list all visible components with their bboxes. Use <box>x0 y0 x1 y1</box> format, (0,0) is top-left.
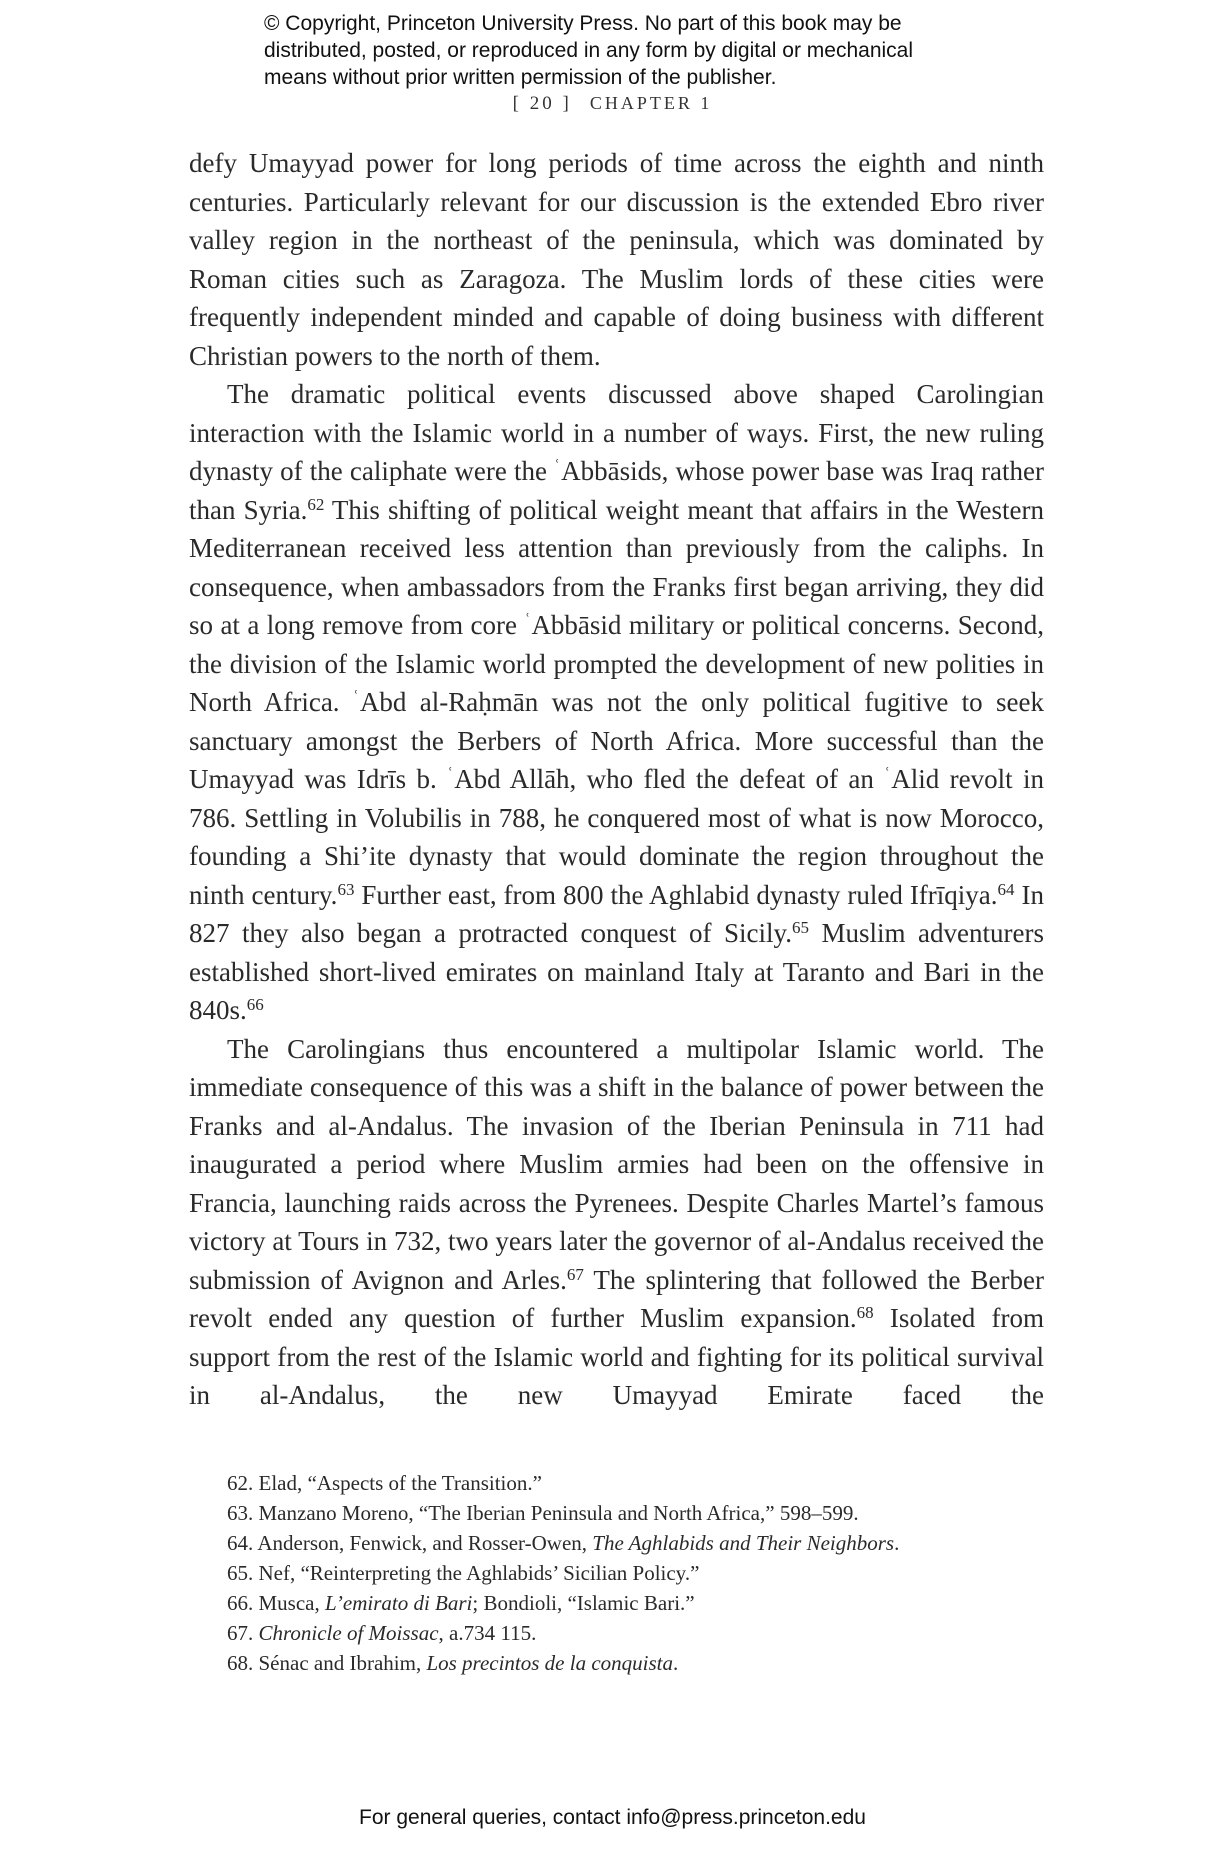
text-run: Isolated from support from the rest of the Islamic world and fighting for its political survival in al-Andalus, the new Umayyad Emirate faced the <box>189 1303 1045 1410</box>
footnote-65 <box>227 1558 1027 1588</box>
footnote-text: 65. Nef, “Reinterpreting the Aghlabids’ Sicilian Policy.” <box>227 1561 700 1585</box>
copyright-line: distributed, posted, or reproduced in any form by digital or mechanical <box>264 39 914 62</box>
text-run: Abd al-Raḥmān was not the only political fugitive to seek sanctuary amongst the Berbers of North Africa. More successful than the Umayyad was Idrīs b. <box>189 687 1044 794</box>
footnote-ref[interactable]: 68 <box>856 1303 874 1322</box>
body-text <box>189 144 1044 1415</box>
text-run: Abbāsids, whose power base was Iraq rather than Syria. <box>189 456 1044 525</box>
footnote-title: The Aghlabids and Their Neighbors <box>592 1531 895 1555</box>
page-number: [ 20 ] <box>512 93 572 114</box>
text-run: Further east, from 800 the Aghlabid dynasty ruled Ifrīqiya. <box>354 879 998 910</box>
footnote-text: 62. Elad, “Aspects of the Transition.” <box>227 1471 542 1495</box>
footnote-title: Chronicle of Moissac <box>258 1621 439 1645</box>
footnote-text: 63. Manzano Moreno, “The Iberian Peninsula and North Africa,” 598–599. <box>227 1501 859 1525</box>
ayn-mark: ʿ <box>447 764 454 784</box>
ayn-mark: ʿ <box>884 764 891 784</box>
paragraph <box>189 1030 1044 1415</box>
footnote-text: . <box>673 1651 679 1675</box>
footnote-63 <box>227 1498 1027 1528</box>
footnote-text: 67. <box>227 1621 259 1645</box>
footnote-title: Los precintos de la conquista <box>426 1651 673 1675</box>
footnote-text: , a.734 115. <box>438 1621 537 1645</box>
footnotes <box>227 1468 1027 1678</box>
paragraph <box>189 144 1044 375</box>
footnote-ref[interactable]: 65 <box>792 918 809 937</box>
running-head <box>0 93 1225 115</box>
text-run: This shifting of political weight meant that affairs in the Western Mediterranean received less attention than previously from the caliphs. In consequence, when ambassadors from the Franks first began arriving, they did so at a long remove from core <box>189 494 1044 640</box>
footnote-text: ; Bondioli, “Islamic Bari.” <box>472 1591 695 1615</box>
footnote-text: 68. Sénac and Ibrahim, <box>227 1651 427 1675</box>
footnote-62 <box>227 1468 1027 1498</box>
footnote-title: L’emirato di Bari <box>325 1591 473 1615</box>
ayn-mark: ʿ <box>352 687 359 707</box>
copyright-notice <box>264 10 1024 91</box>
footnote-68 <box>227 1648 1027 1678</box>
paragraph <box>189 375 1044 1030</box>
copyright-line: © Copyright, Princeton University Press. No part of this book may be <box>264 12 902 35</box>
copyright-line: means without prior written permission of the publisher. <box>264 66 777 89</box>
ayn-mark: ʿ <box>554 456 561 476</box>
footnote-text: 64. Anderson, Fenwick, and Rosser-Owen, <box>227 1531 593 1555</box>
text-run: In 827 they also began a protracted conquest of Sicily. <box>189 879 1044 948</box>
text-run: Abd Allāh, who fled the defeat of an <box>454 764 885 794</box>
text-run: The dramatic political events discussed above shaped Carolingian interaction with the Islamic world in a number of ways. First, the new ruling dynasty of the caliphate were the <box>189 379 1044 486</box>
text-run: The Carolingians thus encountered a multipolar Islamic world. The immediate consequence of this was a shift in the balance of power between the Franks and al-Andalus. The invasion of the Iberian Peninsula in 711 had inaugurated a period where Muslim armies had been on the offensive in Francia, launching raids across the Pyrenees. Despite Charles Martel’s famous victory at Tours in 732, two years later the governor of al-Andalus received the submission of Avignon and Arles. <box>189 1033 1044 1295</box>
footnote-text: 66. Musca, <box>227 1591 325 1615</box>
footnote-66 <box>227 1588 1027 1618</box>
footnote-ref[interactable]: 67 <box>566 1264 584 1284</box>
footnote-ref[interactable]: 66 <box>246 995 264 1014</box>
footnote-ref[interactable]: 64 <box>997 879 1015 899</box>
footnote-64 <box>227 1528 1027 1558</box>
footnote-text: . <box>894 1531 900 1555</box>
text-run: Abbāsid military or political concerns. Second, the division of the Islamic world prompted the development of new polities in North Africa. <box>189 610 1044 717</box>
text-run: Alid revolt in 786. Settling in Volubilis in 788, he conquered most of what is now Morocco, founding a Shi’ite dynasty that would dominate the region throughout the ninth century. <box>189 764 1045 910</box>
paragraph-text: defy Umayyad power for long periods of time across the eighth and ninth centuries. Particularly relevant for our discussion is the extended Ebro river valley region in the northeast of the peninsula, which was dominated by Roman cities such as Zaragoza. The Muslim lords of these cities were frequently independent minded and capable of doing business with different Christian powers to the north of them. <box>189 148 1044 371</box>
footnote-67 <box>227 1618 1027 1648</box>
text-run: The splintering that followed the Berber revolt ended any question of further Muslim expansion. <box>189 1264 1044 1333</box>
text-run: Muslim adventurers established short-lived emirates on mainland Italy at Taranto and Bari in the 840s. <box>189 918 1044 1025</box>
chapter-label: CHAPTER 1 <box>589 93 713 113</box>
footnote-ref[interactable]: 62 <box>307 494 325 514</box>
ayn-mark: ʿ <box>524 610 531 630</box>
footer-contact: For general queries, contact info@press.princeton.edu <box>359 1806 866 1829</box>
footnote-ref[interactable]: 63 <box>337 879 355 899</box>
